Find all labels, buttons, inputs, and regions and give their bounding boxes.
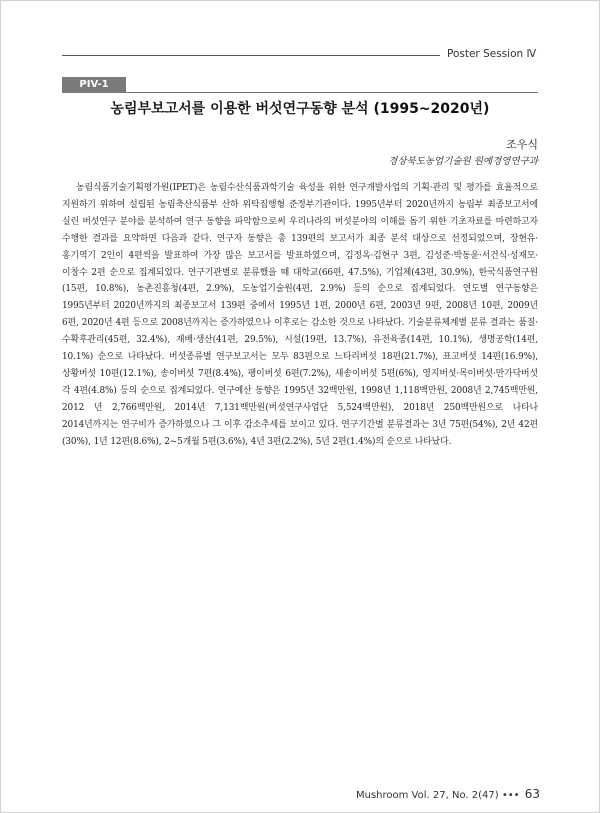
footer-journal: Mushroom Vol. 27, No. 2(47) <box>356 790 499 801</box>
author-affiliation: 경상북도농업기술원 원예경영연구과 <box>388 156 538 167</box>
header-rule <box>62 55 440 56</box>
page-footer <box>300 787 540 801</box>
author-name: 조우식 <box>506 138 538 151</box>
poster-id-badge: PIV-1 <box>62 77 126 93</box>
paper-title: 농림부보고서를 이용한 버섯연구동향 분석 (1995~2020년) <box>110 101 490 117</box>
badge-underline <box>126 92 538 93</box>
header-section-label: Poster Session Ⅳ <box>447 48 537 60</box>
abstract-body: 농림식품기술기획평가원(IPET)은 농림수산식품과학기술 육성을 위한 연구개발사업의 기획·관리 및 평가를 효율적으로 지원하기 위하여 설립된 농림축산식품부 산하 위탁집행형 준정부기관이다. 1995년부터 2020년까지 농림부 최종보고서에 실린 버섯연구 분야를 분석하여 연구 동향을 파악함으로써 우리나라의 버섯분야의 이해를 돕기 위한 기초자료를 마련하고자 수행한 결과를 요약하면 다음과 같다. 연구자 동향은 총 139편의 보고서가 최종 분석 대상으로 선정되었으며, 장현유·홍기역기 2인이 4편씩을 발표하여 가장 많은 보고서를 발표하였으며, 김정옥·김현구 3편, 김성준·박동윤·서건식·성재모·이창수 2편 순으로 집계되었다. 연구기관별로 분류했을 때 대학교(66편, 47.5%), 기업체(43편, 30.9%), 한국식품연구원(15편, 10.8%), 농촌진흥청(4편, 2.9%), 도농업기술원(4편, 2.9%) 등의 순으로 집계되었다. 연도별 연구동향은 1995년부터 2020년까지의 최종보고서 139편 중에서 1995년 1편, 2000년 6편, 2003년 9편, 2008년 10편, 2009년 6편, 2020년 4편 등으로 2008년까지는 증가하였으나 이후로는 감소한 것으로 나타났다. 기술분류체계별 분류 결과는 품질·수확후관리(45편, 32.4%), 재배·생산(41편, 29.5%), 시설(19편, 13.7%), 유전육종(14편, 10.1%), 생명공학(14편, 10.1%) 순으로 나타났다. 버섯종류별 연구보고서는 모두 83편으로 느타리버섯 18편(21.7%), 표고버섯 14편(16.9%), 상황버섯 10편(12.1%), 송이버섯 7편(8.4%), 팽이버섯 6편(7.2%), 새송이버섯 5편(6%), 영지버섯·목이버섯·만가닥버섯 각 4편(4.8%) 등의 순으로 집계되었다. 연구예산 동향은 1995년 32백만원, 1998년 1,118백만원, 2008년 2,745백만원, 2012 년 2,766백만원, 2014년 7,131백만원(버섯연구사업단 5,524백만원), 2018년 250백만원으로 나타나 2014년까지는 연구비가 증가하였으나 그 이후 감소추세를 보이고 있다. 연구기간별 분류결과는 3년 75편(54%), 2년 42편(30%), 1년 12편(8.6%), 2~5개월 5편(3.6%), 4년 3편(2.2%), 5년 2편(1.4%)의 순으로 나타났다. <box>62 183 538 447</box>
footer-separator: ••• <box>501 790 520 801</box>
page-number: 63 <box>524 787 540 801</box>
